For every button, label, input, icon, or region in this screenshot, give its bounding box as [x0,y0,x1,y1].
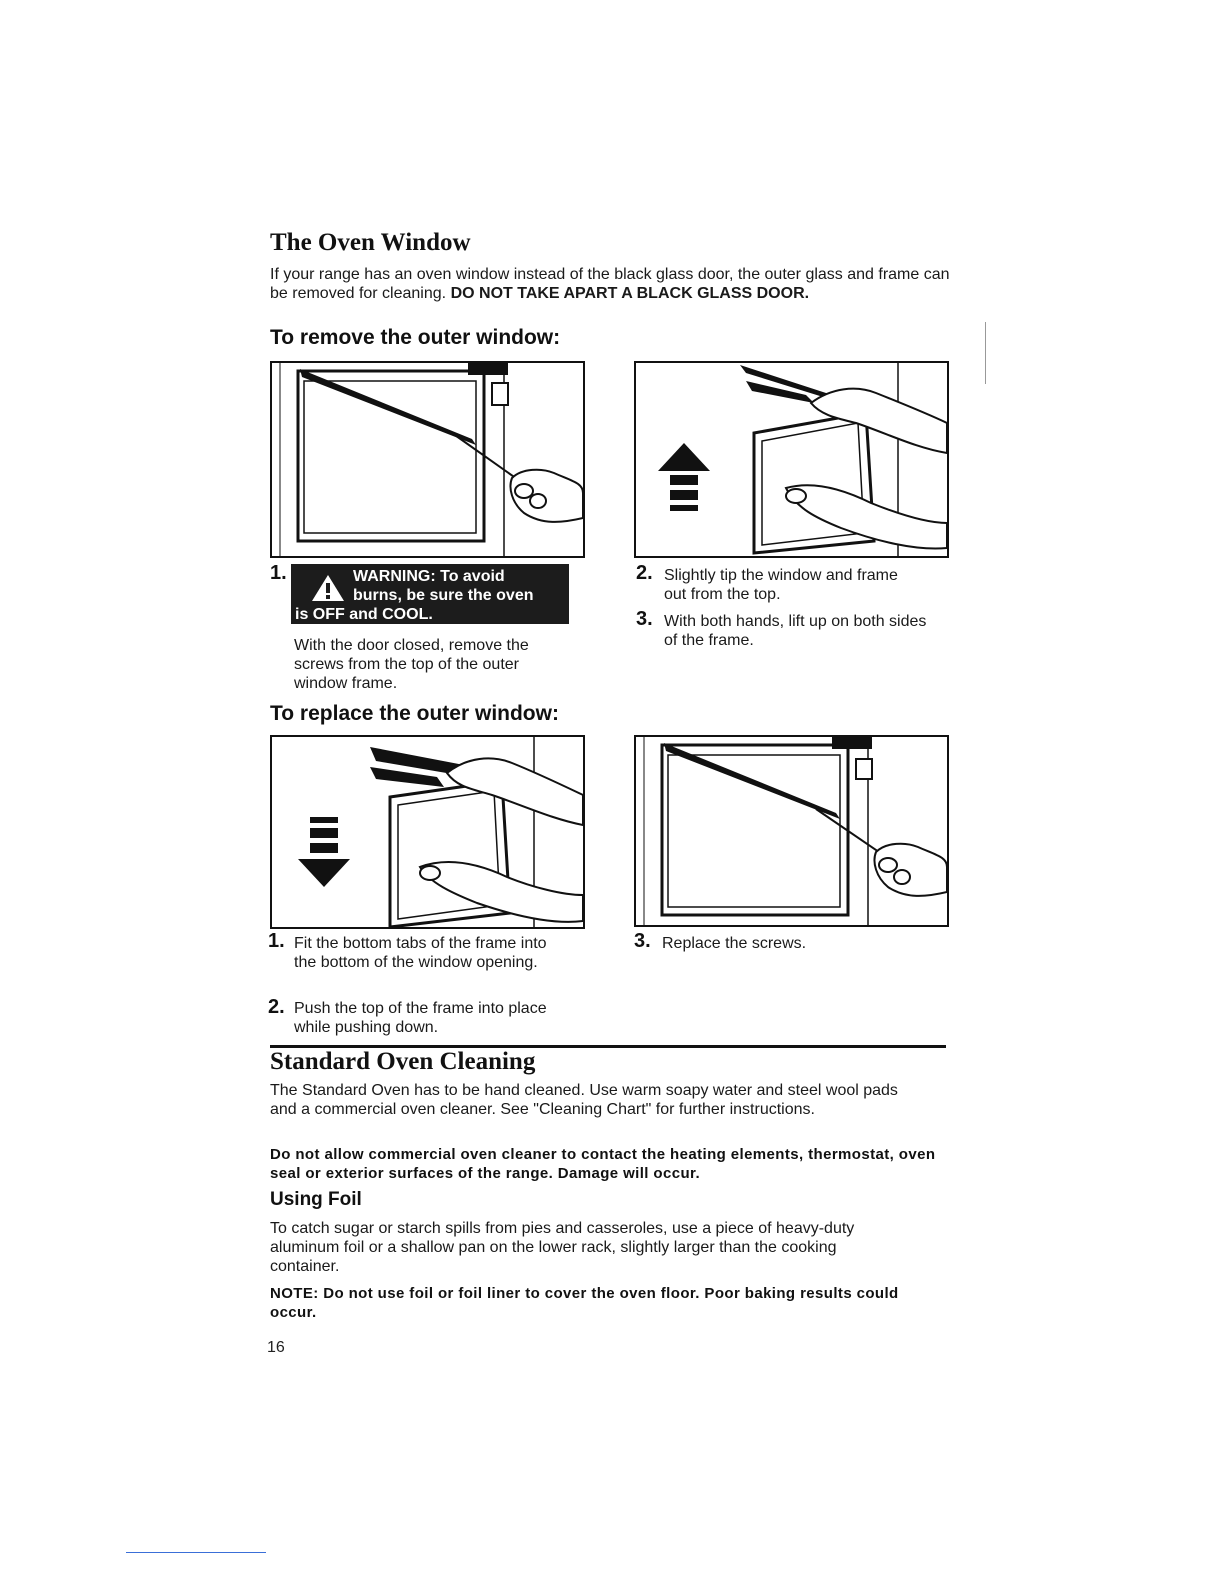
arrow-down-icon [298,817,350,887]
replace-step1-text: Fit the bottom tabs of the frame into the bottom of the window opening. [294,935,547,971]
remove-step2-number: 2. [636,562,653,584]
standard-cleaning-paragraph: The Standard Oven has to be hand cleaned. Use warm soapy water and steel wool pads and a commercial oven cleaner. See "Cleaning Chart" for further instructions. [270,1082,898,1118]
replace-heading: To replace the outer window: [270,702,559,725]
warning-triangle-icon [311,574,345,602]
warning-line2: burns, be sure the oven [353,587,534,604]
section-title-standard-cleaning: Standard Oven Cleaning [270,1048,536,1075]
warning-line1: WARNING: To avoid [353,568,505,585]
remove-step3-number: 3. [636,608,653,630]
warning-box [291,564,569,624]
page-number: 16 [267,1339,285,1356]
replace-step3-text: Replace the screws. [662,935,807,952]
replace-step2-number: 2. [268,996,285,1018]
replace-step3-number: 3. [634,930,651,952]
cleaner-warning: Do not allow commercial oven cleaner to contact the heating elements, thermostat, oven seal or exterior surfaces of the range. Damage will occur. [270,1146,936,1182]
intro-bold-warning: DO NOT TAKE APART A BLACK GLASS DOOR. [450,285,810,302]
using-foil-heading: Using Foil [270,1189,362,1210]
warning-line3: is OFF and COOL. [295,606,433,623]
section-title-oven-window: The Oven Window [270,229,471,256]
foil-note: NOTE: Do not use foil or foil liner to cover the oven floor. Poor baking results could occur. [270,1285,899,1321]
remove-step2-text: Slightly tip the window and frame out from the top. [664,567,898,603]
figure-replace-screws [634,735,949,927]
bottom-rule [126,1552,266,1553]
oven-window-intro [270,265,955,303]
remove-heading: To remove the outer window: [270,326,561,349]
replace-step1-number: 1. [268,930,285,952]
remove-step3-text: With both hands, lift up on both sides of the frame. [664,613,927,649]
figure-tip-window [634,361,949,558]
margin-mark [985,322,986,384]
intro-text: If your range has an oven window instead of the black glass door, the outer glass and frame can be removed for cleaning. [270,266,950,302]
figure-fit-bottom-tabs [270,735,585,929]
remove-step1-text: With the door closed, remove the screws from the top of the outer window frame. [294,637,529,692]
replace-step2-text: Push the top of the frame into place while pushing down. [294,1000,547,1036]
remove-step1-number: 1. [270,562,287,584]
arrow-up-icon [658,443,710,511]
foil-paragraph: To catch sugar or starch spills from pies and casseroles, use a piece of heavy-duty aluminum foil or a shallow pan on the lower rack, slightly larger than the cooking container. [270,1220,855,1275]
figure-remove-screws [270,361,585,558]
